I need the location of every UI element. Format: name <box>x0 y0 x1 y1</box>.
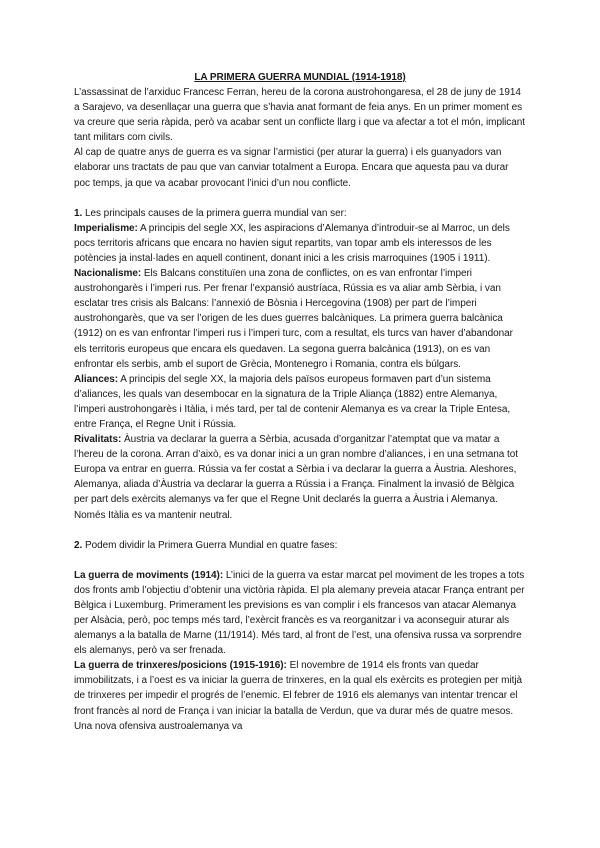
phase-trinxeres <box>74 658 526 733</box>
spacer <box>74 553 526 568</box>
section-1-heading-text: Les principals causes de la primera guerra mundial van ser: <box>82 207 347 219</box>
cause-imperialisme <box>74 221 526 266</box>
section-2-number: 2. <box>74 539 83 551</box>
phase-label: La guerra de moviments (1914): <box>74 569 224 581</box>
document-body <box>74 70 526 734</box>
cause-aliances <box>74 372 526 432</box>
phase-label: La guerra de trinxeres/posicions (1915-1916): <box>74 660 287 672</box>
cause-rivalitats <box>74 432 526 523</box>
spacer <box>74 523 526 538</box>
intro-paragraph-1: L’assassinat de l’arxiduc Francesc Ferran, hereu de la corona austrohongaresa, el 28 de juny de 1914 a Sarajevo, va desenllaçar una guerra que s’havia anat formant de feia anys. En un primer moment es va creure que seria ràpida, però va acabar sent un conflicte llarg i que va afectar a tot el món, implicant tant militars com civils. <box>74 87 526 144</box>
section-1-heading <box>74 206 526 221</box>
cause-text: Els Balcans constituïen una zona de conflictes, on es van enfrontar l’imperi austrohongarès i l’imperi rus. Per frenar l’expansió austríaca, Rússia es va aliar amb Sèrbia, i van esclatar tres crisis als Balcans: l’annexió de Bòsnia i Hercegovina (1908) per part de l’imperi austrohongarès, que va ser l’origen de les dues guerres balcàniques. La primera guerra balcànica (1912) on es van enfrontar l’imperi rus i l’imperi turc, com a resultat, els turcs van haver d’abandonar els territoris europeus que encara els quedaven. La segona guerra balcànica (1913), on es van enfrontar els serbis, amb el suport de Grècia, Montenegro i Romania, contra els búlgars. <box>74 268 513 370</box>
cause-text: A principis del segle XX, la majoria dels països europeus formaven part d’un sistema d’aliances, les quals van desembocar en la signatura de la Triple Aliança (1882) entre Alemanya, l’imperi austrohongarès i Itàlia, i més tard, per tal de contenir Alemanya es va crear la Triple Entesa, entre França, el Regne Unit i Rússia. <box>74 373 511 430</box>
document-title: LA PRIMERA GUERRA MUNDIAL (1914-1918) <box>194 72 406 83</box>
section-2-heading <box>74 538 526 553</box>
cause-label: Aliances: <box>74 373 119 385</box>
cause-nacionalisme <box>74 266 526 372</box>
phase-moviments <box>74 568 526 659</box>
section-2-heading-text: Podem dividir la Primera Guerra Mundial en quatre fases: <box>82 539 338 551</box>
spacer <box>74 191 526 206</box>
cause-label: Imperialisme: <box>74 222 138 234</box>
cause-label: Nacionalisme: <box>74 268 142 280</box>
phase-text: L’inici de la guerra va estar marcat pel moviment de les tropes a tots dos fronts amb l’objectiu d’obtenir una victòria ràpida. El pla alemany preveia atacar França entrant per Bèlgica i Luxemburg. Primerament les previsions es van complir i els francesos van atacar Alemanya per Alsàcia, però, poc temps més tard, l’exèrcit francès es va reorganitzar i va aconseguir aturar als alemanys a la batalla de Marne (11/1914). Més tard, al front de l’est, una ofensiva russa va sorprendre els alemanys, però va ser frenada. <box>74 569 525 657</box>
intro-paragraph-2: Al cap de quatre anys de guerra es va signar l’armistici (per aturar la guerra) i els guanyadors van elaborar uns tractats de pau que van canviar totalment a Europa. Encara que aquesta pau va durar poc temps, ja que va acabar provocant l’inici d’un nou conflicte. <box>74 147 509 189</box>
cause-text: Àustria va declarar la guerra a Sèrbia, acusada d’organitzar l’atemptat que va matar a l’hereu de la corona. Arran d’això, es va donar inici a un gran nombre d’aliances, i en una setmana tot Europa va entrar en guerra. Rússia va fer costat a Sèrbia i va declarar la guerra a Àustria. Aleshores, Alemanya, aliada d’Àustria va declarar la guerra a Rússia i a França. Finalment la invasió de Bèlgica per part dels exèrcits alemanys va fer que el Regne Unit declarés la guerra a Àustria i Alemanya. Només Itàlia es va mantenir neutral. <box>74 434 519 521</box>
cause-label: Rivalitats: <box>74 434 122 446</box>
section-1-number: 1. <box>74 207 83 219</box>
phase-text: El novembre de 1914 els fronts van quedar immobilitzats, i a l’oest es va iniciar la guerra de trinxeres, en la qual els exèrcits es protegien per mitjà de trinxeres per impedir el progrés de l’enemic. El febrer de 1916 els alemanys van intentar trencar el front francès al nord de França i van iniciar la batalla de Verdun, que va durar més de quatre mesos. Una nova ofensiva austroalemanya va <box>74 660 523 732</box>
cause-text: A principis del segle XX, les aspiracions d’Alemanya d’introduir-se al Marroc, un dels pocs territoris africans que encara no havien sigut repartits, van topar amb els interessos de les potències ja instal·lades en aquell continent, donant inici a les crisis marroquines (1905 i 1911). <box>74 222 510 264</box>
